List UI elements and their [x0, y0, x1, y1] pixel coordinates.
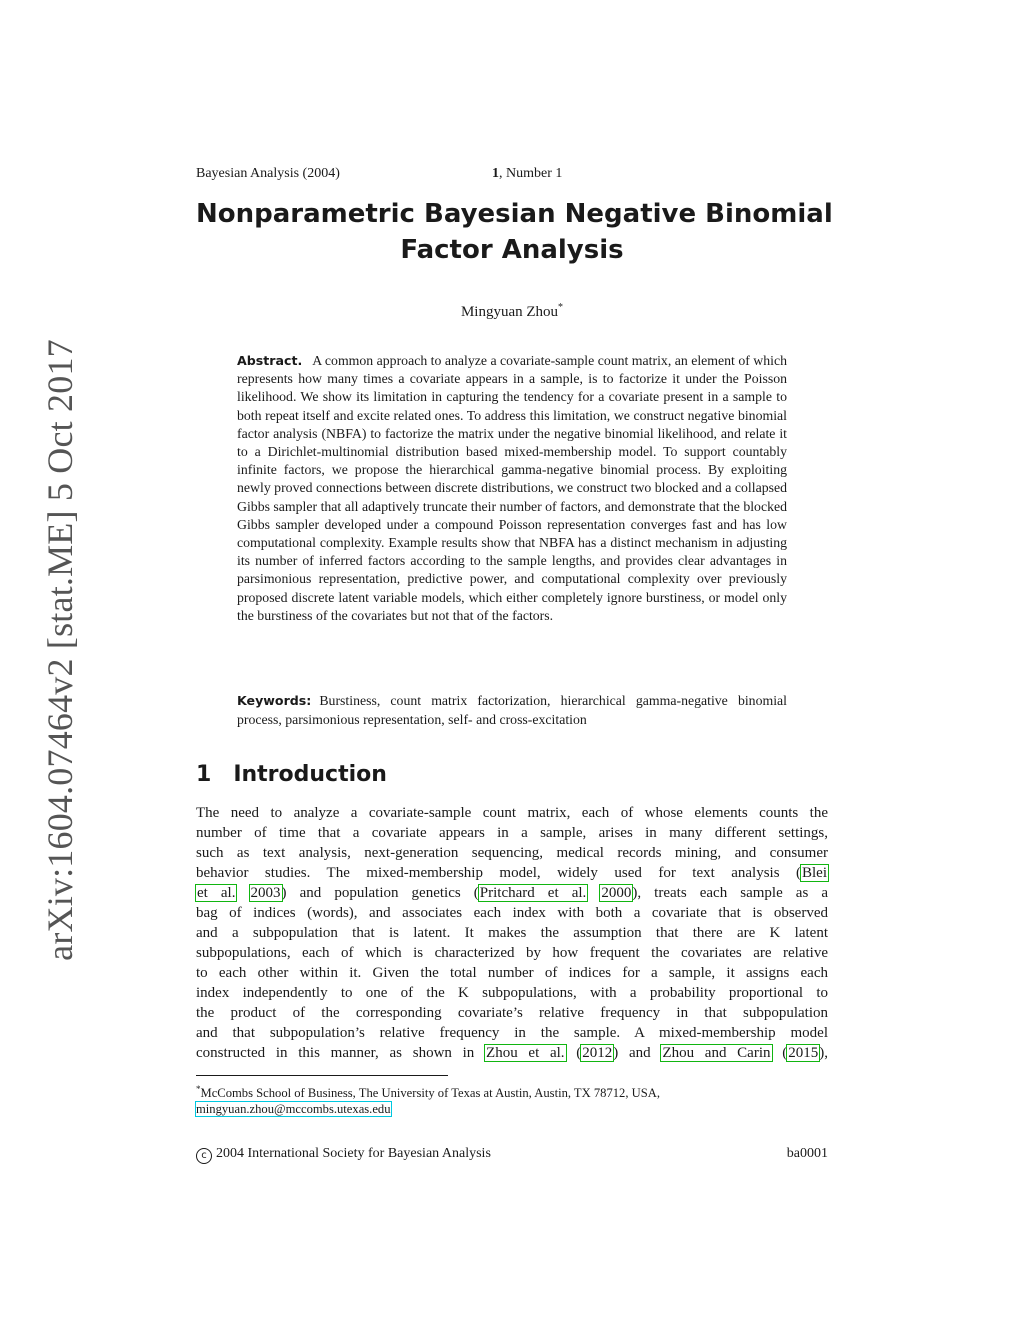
intro-line: and a subpopulation that is latent. It makes the assumption that there are K latent [196, 925, 828, 941]
intro-line: subpopulations, each of which is characterized by how frequent the covariates are relative [196, 945, 828, 961]
intro-line: such as text analysis, next-generation sequencing, medical records mining, and consumer [196, 845, 828, 861]
intro-line: number of time that a covariate appears in a sample, arises in many different settings, [196, 825, 828, 841]
article-id: ba0001 [786, 1146, 828, 1161]
intro-line: bag of indices (words), and associates each index with both a covariate that is observed [196, 905, 828, 921]
citation-blei[interactable]: Blei [802, 865, 827, 881]
section-title: Introduction [233, 762, 387, 787]
citation-blei-year[interactable]: 2003 [250, 885, 281, 901]
journal-name: Bayesian Analysis (2004) [196, 166, 340, 181]
keywords [237, 692, 787, 729]
intro-line: and that subpopulation’s relative frequency in the sample. A mixed-membership model [196, 1025, 828, 1041]
copyright-text: 2004 International Society for Bayesian Analysis [216, 1146, 491, 1161]
section-heading [196, 762, 387, 787]
title-line-2: Factor Analysis [400, 235, 624, 265]
abstract [237, 352, 787, 625]
citation-zhou-year[interactable]: 2012 [582, 1045, 613, 1061]
intro-text: ), [819, 1045, 828, 1061]
paper-title [196, 196, 833, 268]
volume: 1 [492, 166, 499, 181]
volume-number [492, 166, 562, 182]
citation-zhou[interactable]: Zhou et al. [486, 1045, 565, 1061]
introduction-paragraph [196, 803, 828, 1063]
keywords-text: Burstiness, count matrix factorization, hierarchical gamma-negative binomial process, parsimonious representation, self- and cross-excitation [237, 693, 787, 727]
title-line-1: Nonparametric Bayesian Negative Binomial [196, 199, 833, 229]
citation-pritchard[interactable]: Pritchard et al. [479, 885, 587, 901]
issue-number: , Number 1 [499, 166, 563, 181]
author [196, 302, 828, 321]
intro-line: index independently to one of the K subpopulations, with a probability proportional to [196, 985, 828, 1001]
intro-line: to each other within it. Given the total number of indices for a sample, it assigns each [196, 965, 828, 981]
intro-text: ) and [613, 1045, 662, 1061]
footnote [196, 1081, 828, 1117]
author-footnote-mark[interactable]: * [558, 302, 564, 313]
author-email-link[interactable]: mingyuan.zhou@mccombs.utexas.edu [196, 1102, 391, 1117]
arxiv-identifier-stamp: arXiv:1604.07464v2 [stat.ME] 5 Oct 2017 [40, 339, 80, 961]
citation-zhou-carin-year[interactable]: 2015 [788, 1045, 819, 1061]
intro-text: behavior studies. The mixed-membership model, widely used for text analysis ( [196, 865, 801, 881]
abstract-label: Abstract. [237, 353, 303, 368]
abstract-text: A common approach to analyze a covariate-sample count matrix, an element of which represents how many times a covariate appears in a sample, is to factorize it under the Poisson likelihood. We show its limitation in capturing the tendency for a covariate present in a sample to both repeat itself and excite related ones. To address this limitation, we construct negative binomial factor analysis (NBFA) to factorize the matrix under the negative binomial likelihood, and relate it to a Dirichlet-multinomial distribution based mixed-membership model. To support countably infinite factors, we propose the hierarchical gamma-negative binomial process. By exploiting newly proved connections between discrete distributions, we construct two blocked and a collapsed Gibbs sampler that all adaptively truncate their number of factors, and demonstrate that the blocked Gibbs sampler developed under a compound Poisson representation converges fast and has low computational complexity. Example results show that NBFA has a distinct mechanism in adjusting its number of inferred factors according to the sample lengths, and provides clear advantages in parsimonious representation, predictive power, and computational complexity over previously proposed discrete latent variable models, which either completely ignore burstiness, or model only the burstiness of the covariates but not that of the factors. [237, 353, 787, 623]
citation-pritchard-year[interactable]: 2000 [601, 885, 632, 901]
copyright-icon: c [196, 1148, 212, 1164]
intro-text: ) and population genetics ( [281, 885, 479, 901]
intro-line: constructed in this manner, as shown in Zhou et al. (2012) and Zhou and Carin (2015), [196, 1045, 828, 1061]
citation-zhou-carin[interactable]: Zhou and Carin [662, 1045, 771, 1061]
citation-blei-etal[interactable]: et al. [197, 885, 236, 901]
footnote-mark: * [196, 1084, 201, 1094]
section-number: 1 [196, 762, 212, 787]
intro-line: The need to analyze a covariate-sample count matrix, each of whose elements counts the [196, 805, 828, 821]
intro-line [196, 863, 828, 883]
copyright-notice [196, 1146, 491, 1164]
intro-line: the product of the corresponding covariate’s relative frequency in that subpopulation [196, 1005, 828, 1021]
author-name: Mingyuan Zhou [460, 304, 559, 320]
intro-text: ), treats each sample as a [632, 885, 829, 901]
footnote-divider [196, 1075, 448, 1076]
intro-line [196, 883, 828, 903]
intro-text: constructed in this manner, as shown in [196, 1045, 486, 1061]
keywords-label: Keywords: [237, 693, 312, 708]
footnote-affiliation: McCombs School of Business, The University of Texas at Austin, Austin, TX 78712, USA, [200, 1086, 660, 1101]
